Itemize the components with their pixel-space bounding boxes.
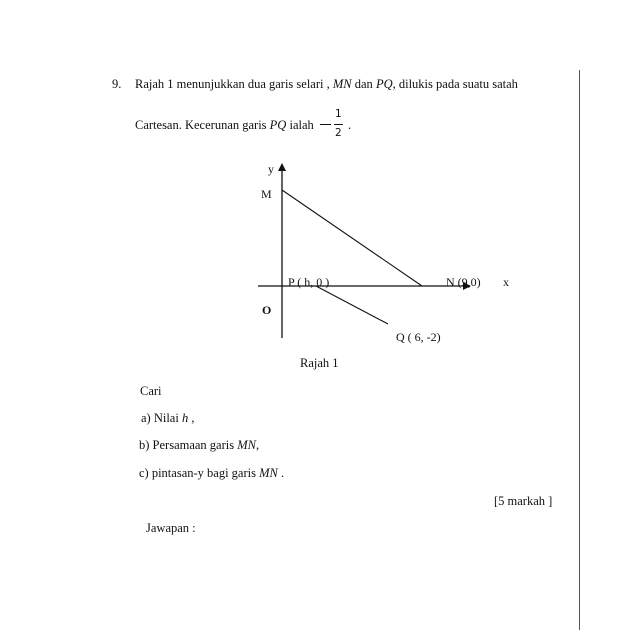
question-text: Cartesan. Kecerunan garis [135,118,270,132]
task-variable: h [181,411,189,425]
point-p-label: P ( h, 0 ) [288,275,330,289]
x-axis-label: x [503,275,509,289]
tasks-intro: Cari [140,384,162,398]
question-number: 9. [112,77,122,91]
task-variable: MN [259,466,278,480]
line-mn-name: MN [332,77,352,91]
answer-label: Jawapan : [146,521,196,535]
question-text: , dilukis pada suatu satah [392,77,518,91]
point-n-label: N (9,0) [446,275,481,289]
origin-label: O [262,303,272,317]
point-m-label: M [261,187,272,201]
question-text: ialah [286,118,314,132]
task-text: b) Persamaan garis [139,438,238,452]
question-text: Rajah 1 menunjukkan dua garis selari , [135,77,333,91]
sentence-period: . [348,118,352,132]
figure-caption: Rajah 1 [300,356,339,370]
line-mn [282,190,422,286]
task-text: , [188,411,195,425]
task-text: c) pintasan-y bagi garis [139,466,260,480]
line-pq-name: PQ [375,77,393,91]
task-b [139,438,259,453]
gradient-denominator: 2 [335,127,342,139]
question-text: dan [351,77,376,91]
task-text: , [255,438,260,452]
line-pq-name: PQ [269,118,287,132]
task-variable: MN [237,438,256,452]
task-text: . [277,466,285,480]
line-pq [316,286,388,324]
task-text: a) Nilai [141,411,182,425]
marks-label: [5 markah ] [494,494,553,508]
point-q-label: Q ( 6, -2) [396,330,441,344]
task-a [141,411,194,426]
gradient-numerator: 1 [335,108,342,120]
y-axis-label: y [268,162,274,176]
task-c [139,466,284,481]
